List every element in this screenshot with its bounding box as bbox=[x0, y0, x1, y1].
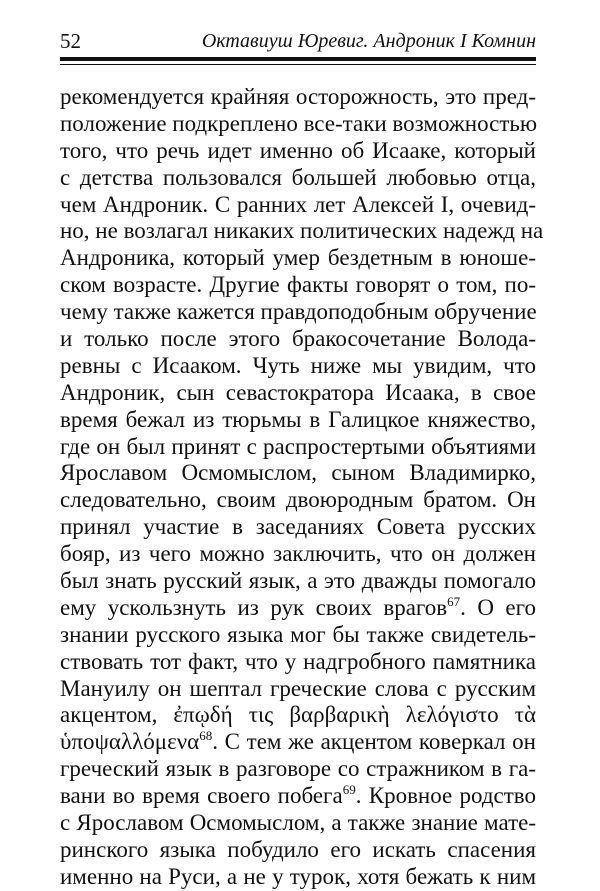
text-line bbox=[60, 568, 536, 595]
page-number: 52 bbox=[60, 29, 81, 53]
text-line-content: акцентом, ἐπῳδή τις βαρβαρικὴ λελόγιστο τὰ bbox=[60, 702, 536, 728]
footnote-marker: 69 bbox=[342, 782, 356, 798]
text-line bbox=[60, 702, 536, 729]
text-line bbox=[60, 245, 536, 272]
text-line-content: того, что речь идет именно об Исааке, который bbox=[60, 137, 536, 163]
text-line-content: время бежал из тюрьмы в Галицкое княжество, bbox=[60, 406, 536, 432]
text-line-content: с детства пользовался большей любовью отца, bbox=[60, 164, 536, 190]
text-line bbox=[60, 326, 536, 353]
text-line-content: ском возрасте. Другие факты говорят о том, по- bbox=[60, 272, 536, 298]
header-rule-thin bbox=[60, 64, 536, 65]
text-line bbox=[60, 810, 536, 837]
text-line bbox=[60, 541, 536, 568]
text-line bbox=[60, 380, 536, 407]
text-line-content: ринского языка побудило его искать спасения bbox=[60, 836, 536, 862]
running-header bbox=[60, 28, 536, 54]
text-line bbox=[60, 649, 536, 676]
text-line-continuation: . С тем же акцентом коверкал он bbox=[212, 729, 536, 755]
text-line-continuation: . Кровное родство bbox=[355, 783, 536, 809]
text-line bbox=[60, 272, 536, 299]
footnote-marker: 67 bbox=[447, 593, 461, 609]
text-line-content: чем Андроник. С ранних лет Алексей I, очевид- bbox=[60, 191, 536, 217]
text-line-content: принял участие в заседаниях Совета русских bbox=[60, 514, 536, 540]
text-line-content: ствовать тот факт, что у надгробного памятника bbox=[60, 648, 536, 674]
text-line-content: бояр, из чего можно заключить, что он должен bbox=[60, 541, 536, 567]
text-line bbox=[60, 434, 536, 461]
text-line bbox=[60, 165, 536, 192]
text-line-content: именно на Руси, а не у турок, хотя бежать к ним bbox=[60, 863, 536, 889]
text-line bbox=[60, 218, 544, 245]
text-line bbox=[60, 487, 536, 514]
text-line bbox=[60, 837, 536, 864]
text-line bbox=[60, 111, 536, 138]
text-line bbox=[60, 84, 536, 111]
text-line bbox=[60, 407, 536, 434]
text-line-content: греческий язык в разговоре со стражником в га- bbox=[60, 756, 536, 782]
text-line-content: где он был принят с распростертыми объятиями bbox=[60, 433, 536, 459]
text-line bbox=[60, 729, 536, 756]
text-line-content: рекомендуется крайняя осторожность, это пред- bbox=[60, 84, 536, 109]
text-line-content: Ярославом Осмомыслом, сыном Владимирко, bbox=[60, 460, 536, 486]
text-line-content: положение подкреплено все-таки возможностью bbox=[60, 110, 538, 136]
text-line bbox=[60, 864, 536, 891]
text-line bbox=[60, 138, 536, 165]
running-head-title: Октавиуш Юревиг. Андроник I Комнин bbox=[201, 30, 536, 52]
text-line-content: Мануилу он шептал греческие слова с русским bbox=[60, 675, 536, 701]
text-line bbox=[60, 595, 536, 622]
text-line-content: Андроника, который умер бездетным в юноше- bbox=[60, 245, 536, 271]
text-line-content: и только после этого бракосочетание Володa- bbox=[60, 326, 536, 352]
text-line-continuation: . О его bbox=[460, 594, 536, 620]
header-rule-thick bbox=[60, 57, 536, 61]
text-line-content: вани во время своего побега bbox=[60, 783, 343, 809]
text-line bbox=[60, 353, 536, 380]
body-text bbox=[60, 84, 544, 891]
text-line-content: следовательно, своим двоюродным братом. Он bbox=[60, 487, 536, 513]
text-line-content: чему также кажется правдоподобным обручение bbox=[60, 299, 537, 325]
footnote-marker: 68 bbox=[199, 728, 213, 744]
text-line bbox=[60, 783, 536, 810]
text-line bbox=[60, 622, 536, 649]
text-line-content: ὑποψαλλόμενα bbox=[60, 729, 200, 755]
text-line-content: Андроник, сын севастократора Исаака, в свое bbox=[60, 379, 536, 405]
text-line-content: с Ярославом Осмомыслом, а также знание мате- bbox=[60, 810, 536, 836]
text-line bbox=[60, 192, 536, 219]
text-line-content: но, не возлагал никаких политических надежд на bbox=[60, 218, 544, 244]
text-line-content: был знать русский язык, а это дважды помогало bbox=[60, 568, 536, 594]
text-line-content: знании русского языка мог бы также свидетель- bbox=[60, 621, 536, 647]
text-line bbox=[60, 460, 536, 487]
text-line bbox=[60, 299, 536, 326]
text-line-content: ему ускользнуть из рук своих врагов bbox=[60, 594, 448, 620]
text-line bbox=[60, 676, 536, 703]
text-line bbox=[60, 514, 536, 541]
text-line-content: ревны с Исааком. Чуть ниже мы увидим, что bbox=[60, 352, 536, 378]
text-line bbox=[60, 756, 536, 783]
